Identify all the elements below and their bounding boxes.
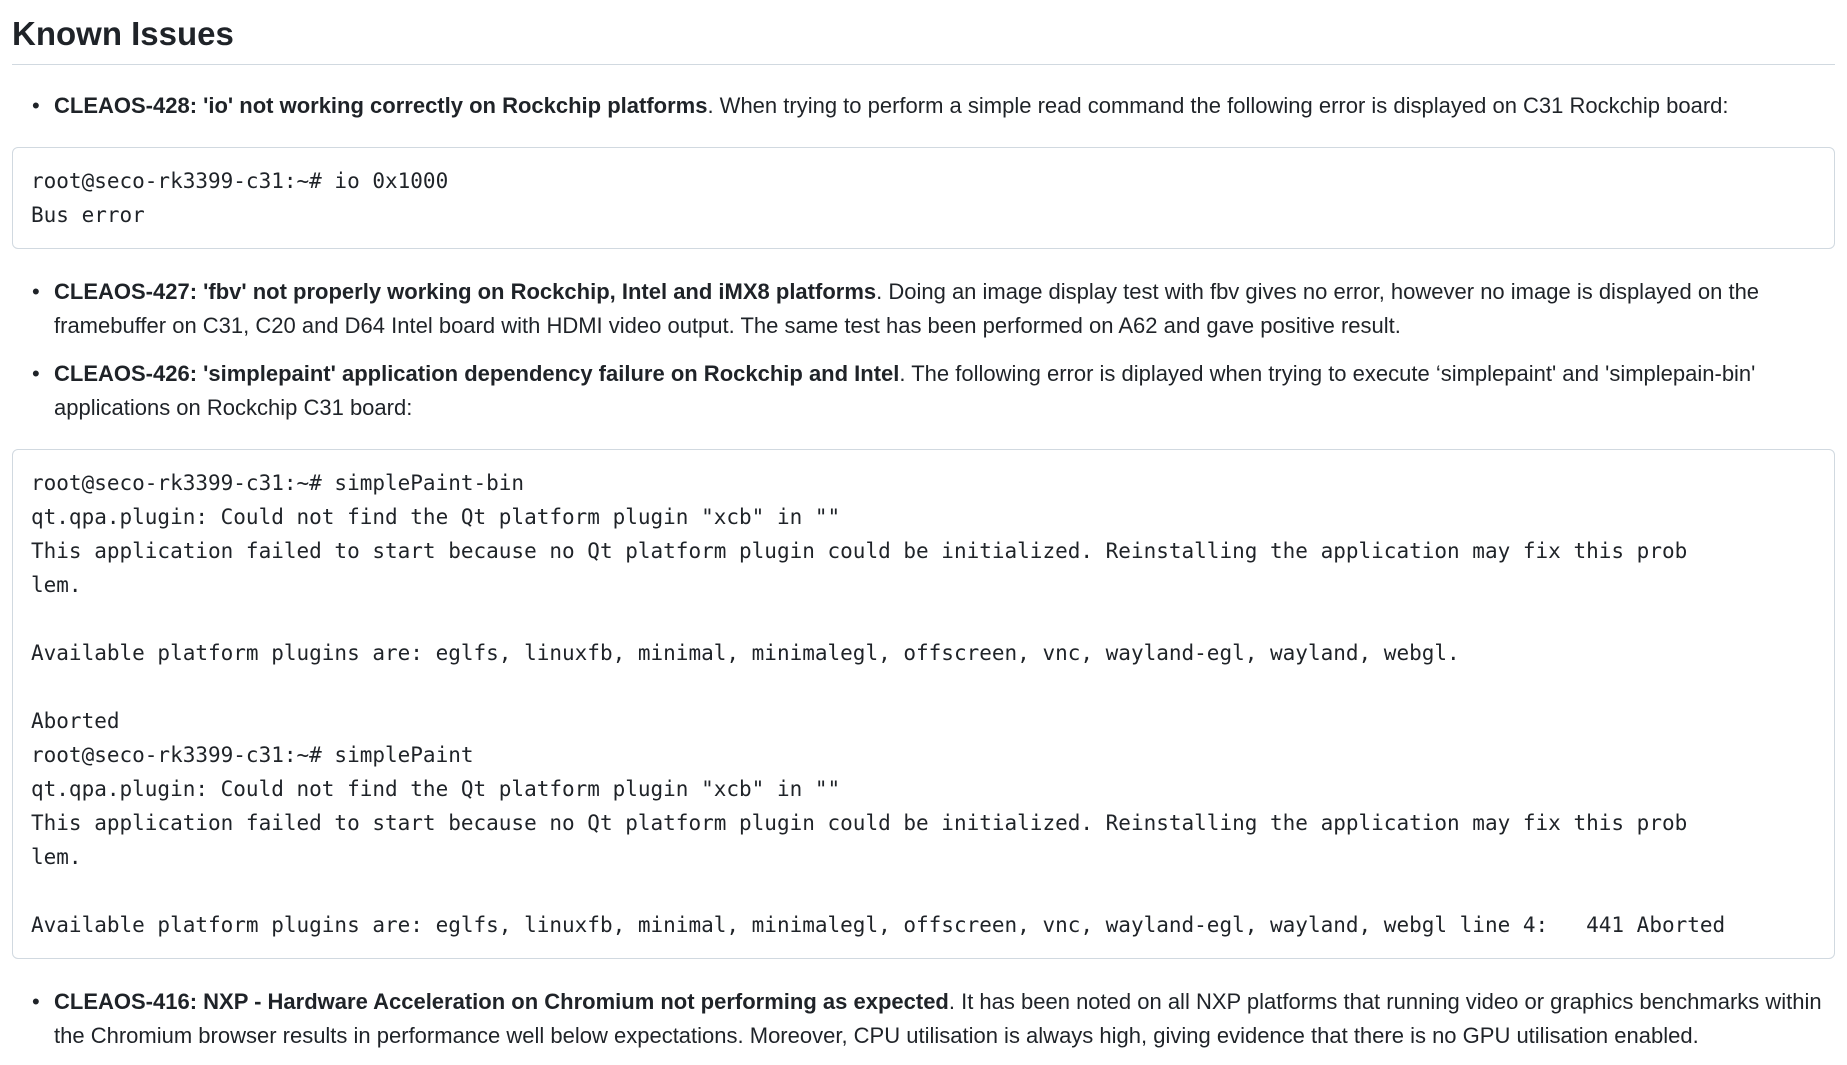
bullet-icon: •: [32, 93, 40, 118]
issue-item-416: [32, 985, 1835, 1053]
issue-title: CLEAOS-426: 'simplepaint' application dependency failure on Rockchip and Intel: [54, 361, 900, 386]
code-block-io-error: root@seco-rk3399-c31:~# io 0x1000 Bus error: [12, 147, 1835, 249]
issue-title: CLEAOS-428: 'io' not working correctly on Rockchip platforms: [54, 93, 708, 118]
issue-list: [12, 985, 1835, 1053]
code-block-simplepaint-error: root@seco-rk3399-c31:~# simplePaint-bin qt.qpa.plugin: Could not find the Qt platform plugin "xcb" in "" This application failed to start because no Qt platform plugin could be initialized. Reinstalling the application may fix this prob lem. Available platform plugins are: eglfs, linuxfb, minimal, minimalegl, offscreen, vnc, wayland-egl, wayland, webgl. Aborted root@seco-rk3399-c31:~# simplePaint qt.qpa.plugin: Could not find the Qt platform plugin "xcb" in "" This application failed to start because no Qt platform plugin could be initialized. Reinstalling the application may fix this prob lem. Available platform plugins are: eglfs, linuxfb, minimal, minimalegl, offscreen, vnc, wayland-egl, wayland, webgl line 4: 441 Aborted: [12, 449, 1835, 959]
issue-description: . It has been noted on all NXP platforms that running video or graphics benchmarks within the Chromium browser results in performance well below expectations. Moreover, CPU utilisation is always high, giving evidence that there is no GPU utilisation enabled.: [54, 989, 1822, 1048]
issue-list: [12, 275, 1835, 425]
bullet-icon: •: [32, 279, 40, 304]
issue-title: CLEAOS-416: NXP - Hardware Acceleration on Chromium not performing as expected: [54, 989, 949, 1014]
issue-item-428: [32, 89, 1835, 123]
issue-list: [12, 89, 1835, 123]
issue-title: CLEAOS-427: 'fbv' not properly working on Rockchip, Intel and iMX8 platforms: [54, 279, 877, 304]
bullet-icon: •: [32, 361, 40, 386]
bullet-icon: •: [32, 989, 40, 1014]
section-heading: Known Issues: [12, 0, 1835, 65]
issue-description: . The following error is diplayed when trying to execute ‘simplepaint' and 'simplepain-bin' applications on Rockchip C31 board:: [54, 361, 1756, 420]
issue-description: . Doing an image display test with fbv gives no error, however no image is displayed on the framebuffer on C31, C20 and D64 Intel board with HDMI video output. The same test has been performed on A62 and gave positive result.: [54, 279, 1760, 338]
issue-item-427: [32, 275, 1835, 343]
issue-description: . When trying to perform a simple read command the following error is displayed on C31 Rockchip board:: [707, 93, 1729, 118]
issue-item-426: [32, 357, 1835, 425]
